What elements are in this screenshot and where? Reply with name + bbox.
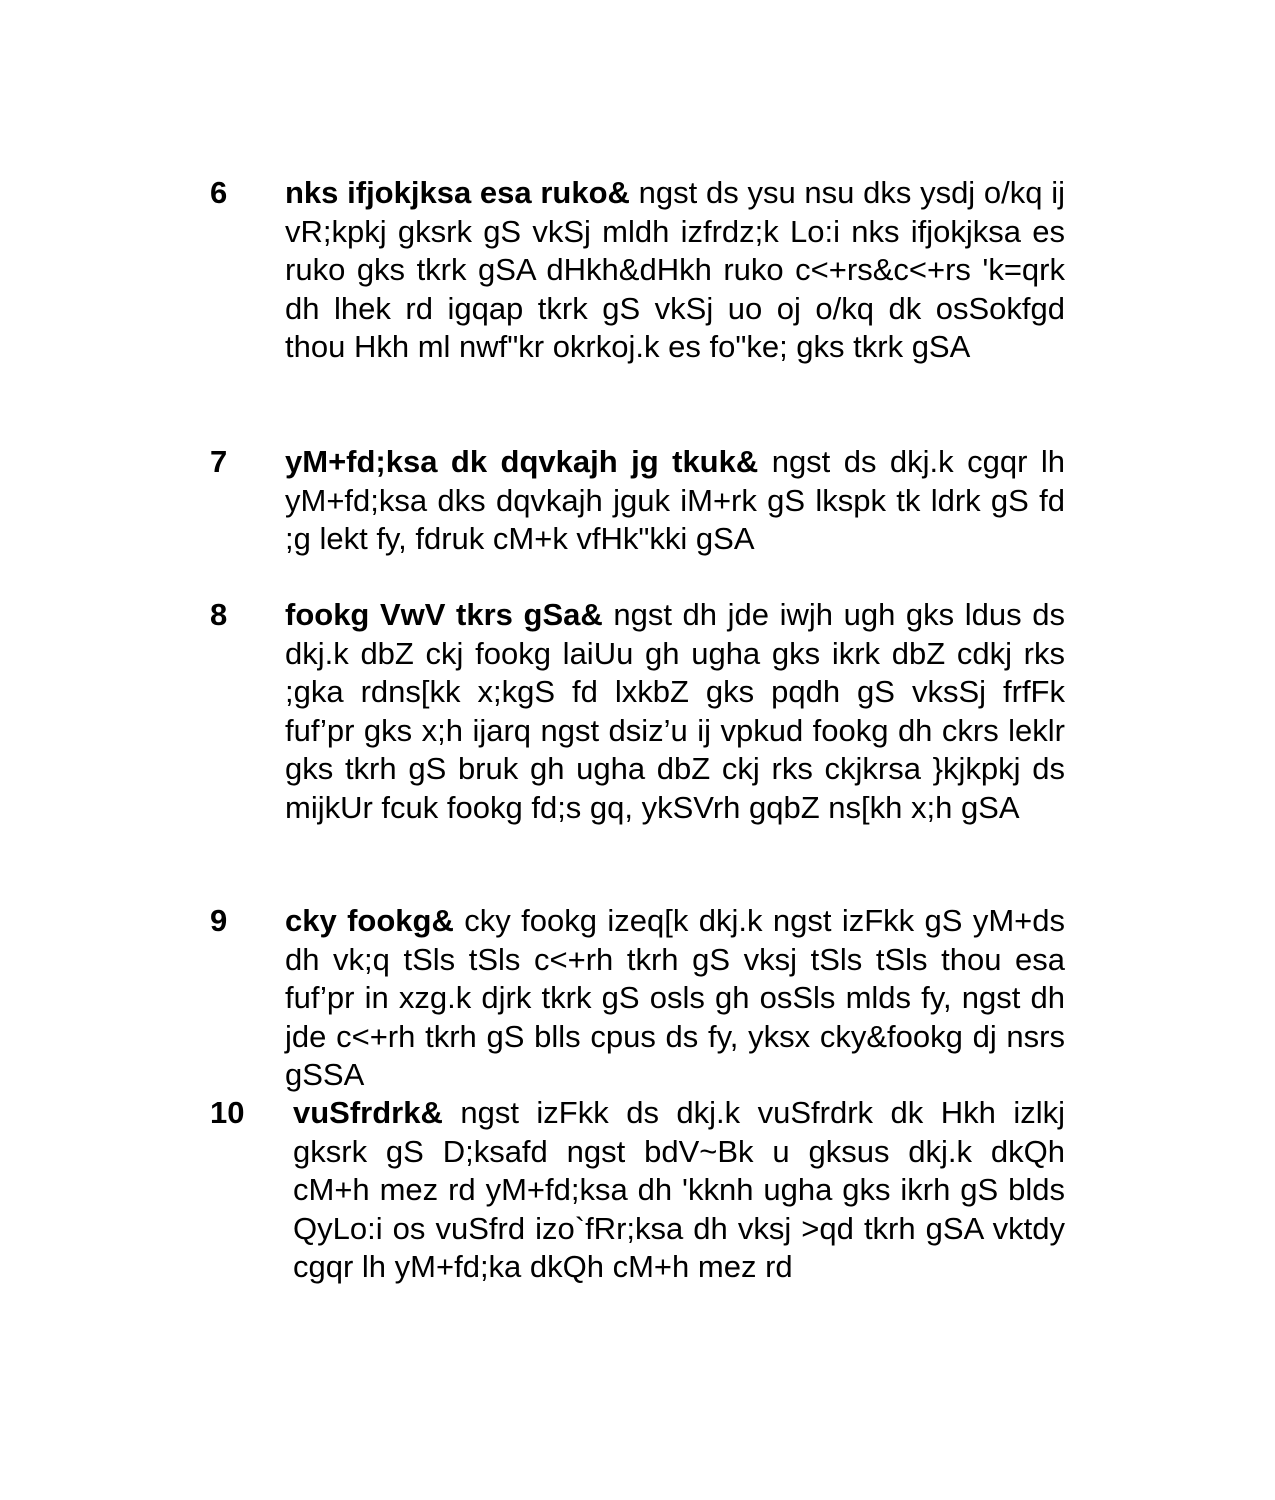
section-number: 7 bbox=[210, 444, 228, 479]
section-body bbox=[293, 1094, 1065, 1287]
section-body bbox=[285, 902, 1065, 1095]
section-text: ngst ds dkj.k cgqr lh yM+fd;ksa dks dqvkajh jguk iM+rk gS lkspk tk ldrk gS fd ;g lekt fy, fdruk cM+k vfHk"kki gSA bbox=[285, 444, 1065, 556]
section-heading: fookg VwV tkrs gSa& bbox=[285, 597, 603, 632]
section-text: ngst izFkk ds dkj.k vuSfrdrk dk Hkh izlkj gksrk gS D;ksafd ngst bdV~Bk u gksus dkj.k dkQh cM+h mez rd yM+fd;ksa dh 'kknh ugha gks ikrh gS blds QyLo:i os vuSfrd izo`fRr;ksa dh vksj >qd tkrh gSA vktdy cgqr lh yM+fd;ka dkQh cM+h mez rd bbox=[293, 1095, 1065, 1284]
section-body bbox=[285, 174, 1065, 367]
section-heading: cky fookg& bbox=[285, 903, 454, 938]
section-number: 6 bbox=[210, 175, 228, 210]
section-number: 10 bbox=[210, 1095, 245, 1130]
section-number: 9 bbox=[210, 903, 228, 938]
section-number: 8 bbox=[210, 597, 228, 632]
section-text: ngst ds ysu nsu dks ysdj o/kq ij vR;kpkj gksrk gS vkSj mldh izfrdz;k Lo:i nks ifjokjksa es ruko gks tkrk gSA dHkh&dHkh ruko c<+rs&c<+rs 'k=qrk dh lhek rd igqap tkrk gS vkSj uo oj o/kq dk osSokfgd thou Hkh ml nwf"kr okrkoj.k es fo"ke; gks tkrk gSA bbox=[285, 175, 1066, 364]
section-heading: yM+fd;ksa dk dqvkajh jg tkuk& bbox=[285, 444, 759, 479]
section-text: ngst dh jde iwjh ugh gks ldus ds dkj.k dbZ ckj fookg laiUu gh ugha gks ikrk dbZ cdkj rks ;gka rdns[kk x;kgS fd lxkbZ gks pqdh gS vksSj frfFk fuf’pr gks x;h ijarq ngst dsiz’u ij vpkud fookg dh ckrs leklr gks tkrh gS bruk gh ugha dbZ ckj rks ckjkrsa }kjkpkj ds mijkUr fcuk fookg fd;s gq, ykSVrh gqbZ ns[kh x;h gSA bbox=[285, 597, 1065, 825]
section-body bbox=[285, 443, 1065, 559]
section-heading: nks ifjokjksa esa ruko& bbox=[285, 175, 630, 210]
section-body bbox=[285, 596, 1065, 827]
section-text: cky fookg izeq[k dkj.k ngst izFkk gS yM+ds dh vk;q tSls tSls c<+rh tkrh gS vksj tSls tSls thou esa fuf’pr in xzg.k djrk tkrk gS osls gh osSls mlds fy, ngst dh jde c<+rh tkrh gS blls cpus ds fy, yksx cky&fookg dj nsrs gSSA bbox=[285, 903, 1065, 1092]
section-heading: vuSfrdrk& bbox=[293, 1095, 443, 1130]
